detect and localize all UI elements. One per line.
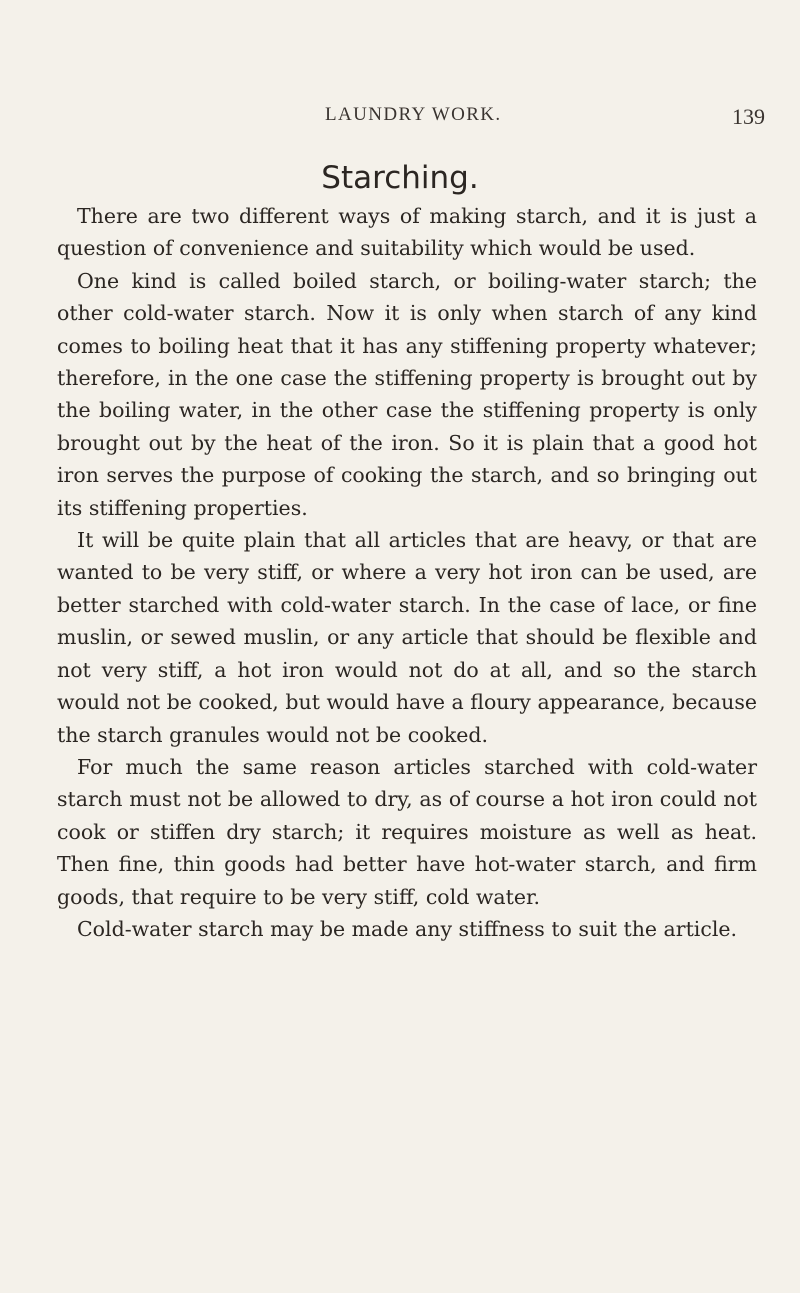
page-number: 139 (732, 104, 765, 129)
paragraph-4: For much the same reason articles starched with cold-water starch must not be allowed to dry, as of course a hot iron could not cook or stiffen dry starch; it requires moisture as well as heat. Then fine, thin goods had better have hot-water starch, and firm goods, that require to be very stiff, cold water. (57, 754, 757, 909)
running-head (325, 104, 765, 130)
running-title: LAUNDRY WORK. (325, 104, 502, 125)
paragraph-5: Cold-water starch may be made any stiffness to suit the article. (77, 916, 738, 941)
paragraph-3: It will be quite plain that all articles that are heavy, or that are wanted to be very stiff, or where a very hot iron can be used, are better starched with cold-water starch. In the case of lace, or fine muslin, or sewed muslin, or any article that should be flexible and not very stiff, a hot iron would not do at all, and so the starch would not be cooked, but would have a floury appearance, because the starch granules would not be cooked. (57, 528, 757, 747)
paragraph-1: There are two different ways of making starch, and it is just a question of convenience and suitability which would be used. (57, 204, 757, 261)
body-text (57, 200, 757, 945)
section-title: Starching. (321, 160, 479, 196)
paragraph-2: One kind is called boiled starch, or boiling-water starch; the other cold-water starch. Now it is only when starch of any kind comes to boiling heat that it has any stiffening property whatever; therefore, in the one case the stiffening property is brought out by the boiling water, in the other case the stiffening property is only brought out by the heat of the iron. So it is plain that a good hot iron serves the purpose of cooking the starch, and so bringing out its stiffening properties. (57, 268, 757, 520)
